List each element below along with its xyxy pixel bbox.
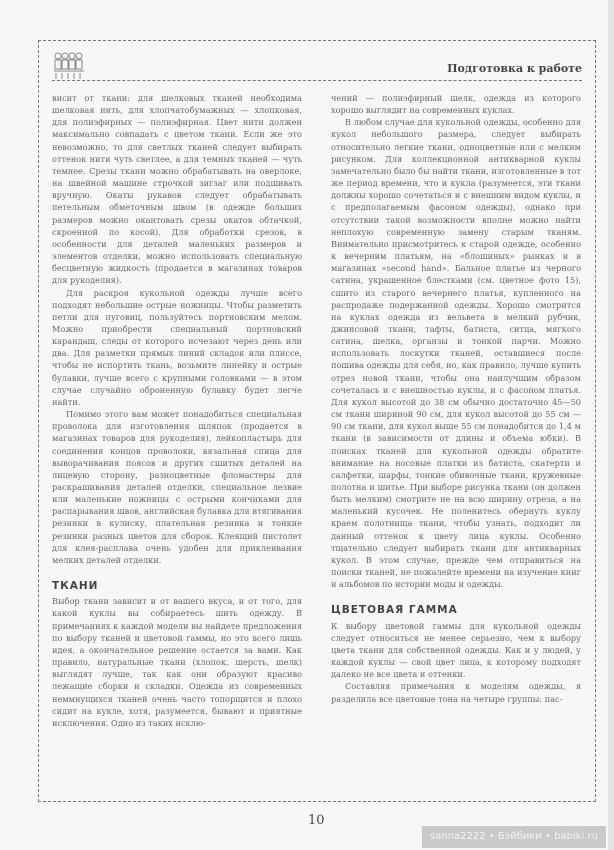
- paragraph: чений — полиэфирный шелк, одежда из которого хорошо выглядит на современных куклах.: [331, 93, 581, 116]
- page-edge-shadow: [608, 0, 614, 850]
- section-title: Подготовка к работе: [447, 62, 582, 75]
- right-column: [331, 92, 581, 705]
- page-header: [52, 50, 582, 81]
- page-number: 10: [308, 813, 325, 828]
- paragraph: висит от ткани: для шелковых тканей необходима шелковая нить, для хлопчатобумажных — хлопковая, для полиэфирных — полиэфирная. Цвет нити должен максимально совпадать с цветом ткани. Если же это невозможно, то для светлых тканей следует выбирать оттенок нити чуть светлее, а для темных тканей — чуть темнее. Срезы ткани можно обрабатывать на оверлоке, на швейной машине строчкой зигзаг или подшивать вручную. Окаты рукавов следует обрабатывать петельным обметочным швом (в одежде больших размеров можно окантовать срезы окатов обтачкой, скроенной по косой). Для обработки срезов, в особенности для деталей маленьких размеров и элементов отделки, можно использовать специальную бесцветную жидкость (продается в магазинах товаров для рукоделия).: [52, 93, 302, 286]
- paragraph: Составляя примечания к моделям одежды, я разделила все цветовые тона на четыре группы: пас-: [331, 681, 581, 704]
- paragraph: Выбор ткани зависит и от вашего вкуса, и от того, для какой куклы вы собираетесь шить одежду. В примечаниях к каждой модели вы найдете предложения по выбору тканей и цветовой гаммы, но это всего лишь идея, а окончательное решение остается за вами. Как правило, натуральные ткани (хлопок, шерсть, шелк) выглядят лучше, так как они образуют красиво лежащие сборки и складки. Одежда из современных неммнущихся тканей очень часто топорщится и плохо сидит на кукле, хотя, разумеется, бывают и приятные исключения. Одно из таких исклю-: [52, 596, 302, 728]
- paragraph: В любом случае для кукольной одежды, особенно для кукол небольшого размера, следует выбирать относительно легкие ткани, одноцветные или с мелким рисунком. Для коллекционной антикварной куклы замечательно было бы найти ткани, изготовленные в тот же период времени, что и кукла (разумеется, эти ткани должны хорошо сочетаться и с внешним видом куклы, и с предполагаемым фасоном одежды), однако при отсутствии такой возможности вполне можно найти неплохую современную замену старым тканям. Внимательно присмотритесь к старой одежде, особенно к вечерним платьям, на «блошиных» рынках и в магазинах «second hand». Бальное платье из черного сатина, украшенное блестками (см. цветное фото 15), сшито из старого вечернего платья, купленного на распродаже подержанной одежды. Хорошо смотрится на куклах одежда из вельвета в мелкий рубчик, джинсовой ткани, тафты, батиста, ситца, мягкого сатина, шелка, органзы и тонкой парчи. Можно использовать лоскутки тканей, оставшиеся после пошива одежды для себя, но, как правило, лучше купить отрез новой ткани, чтобы она наилучшим образом сочеталась и с внешностью куклы, и с фасоном платья. Для кукол высотой до 38 см обычно достаточно 45—50 см ткани шириной 90 см, для кукол высотой до 55 см — 90 см ткани, для кукол выше 55 см понадобится до 1,4 м ткани (в зависимости от длины и объема юбки). В поисках тканей для кукольной одежды обратите внимание на носовые платки из батиста, скатерти и салфетки, шарфы, тонкие обивочные ткани, кружевные полотна и шитье. При выборе рисунка ткани (он должен быть мелким) смотрите не на всю ширину отреза, а на маленький кусочек. Не поленитесь обернуть куклу краем полотнища ткани, чтобы узнать, подходит ли данный оттенок к цвету лица куклы. Особенно тщательно следует выбирать ткани для антикварных кукол. В этом случае, прежде чем отправиться на поиски тканей, не пожалейте времени на изучение книг и альбомов по истории моды и одежды.: [331, 117, 581, 590]
- heading-fabrics: ТКАНИ: [52, 580, 99, 593]
- left-column: [52, 92, 302, 729]
- paragraph: Для раскроя кукольной одежды лучше всего подходят небольшие острые ножницы. Чтобы разметить петли для пуговиц, пользуйтесь портновским мелом. Можно приобрести специальный портновский карандаш, следы от которого исчезают через день или два. Для разметки прямых линий складок или плиссе, чтобы не испортить ткань, возьмите линейку и острые булавки, лучше всего с крупными головками — в этом случае случайно оброненную булавку будет легче найти.: [52, 287, 302, 407]
- watermark: sanna2222 • Бэйбики • babiki.ru: [422, 826, 606, 848]
- dolls-logo-icon: [52, 50, 86, 80]
- paragraph: Помимо этого вам может понадобиться специальная проволока для изготовления шляпок (продается в магазинах товаров для рукоделия), лейкопластырь для соединения концов проволоки, вязальная спица для выворачивания поясов и других сшитых деталей на лицевую сторону, разноцветные фломастеры для раскрашивания деталей отделки, специальное лезвие или маленькие ножницы с острыми кончиками для распарывания швов, английская булавка для втягивания резинки в кулиску, плательная резинка и тонкие резинки разных цветов для сборок. Клеящий пистолет для клея-расплава очень удобен для приклеивания мелких деталей отделки.: [52, 409, 302, 565]
- heading-color-range: ЦВЕТОВАЯ ГАММА: [331, 604, 458, 617]
- paragraph: К выбору цветовой гаммы для кукольной одежды следует относиться не менее серьезно, чем к выбору цвета ткани для собственной одежды. Как и у людей, у каждой куклы — свой цвет лица, к которому подходят далеко не все цвета и оттенки.: [331, 620, 581, 680]
